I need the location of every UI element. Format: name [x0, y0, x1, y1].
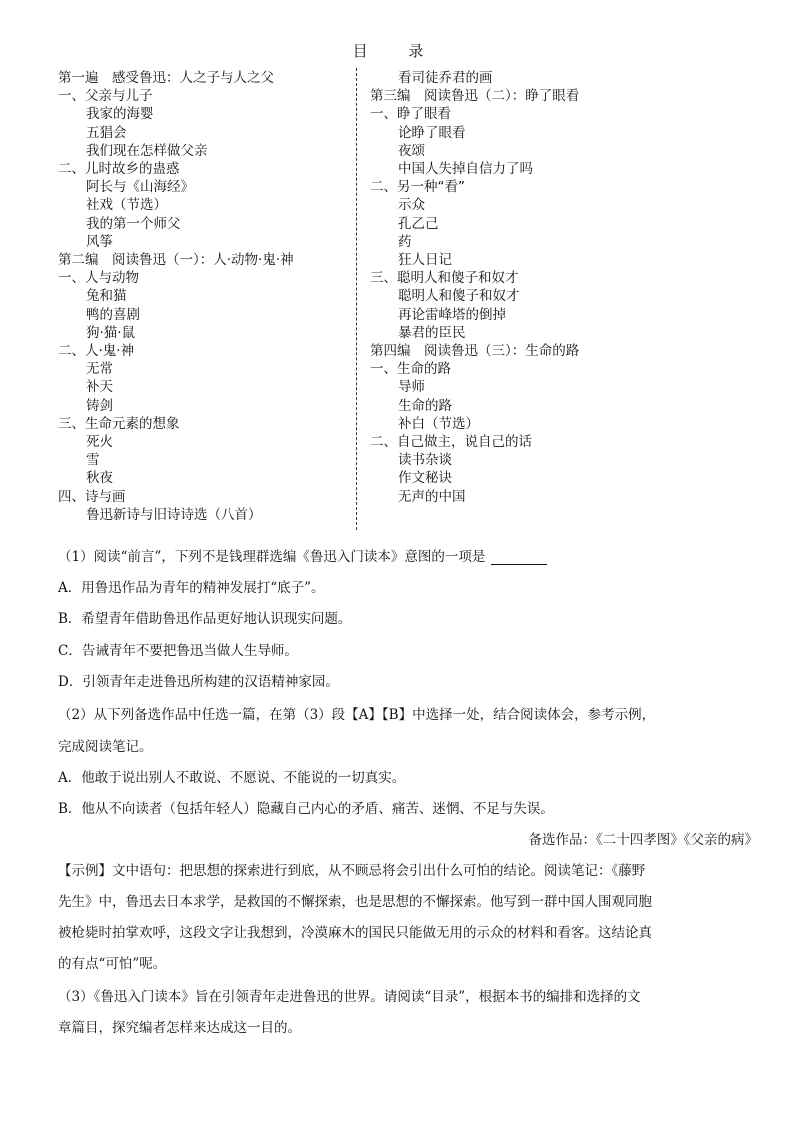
toc-entry: 铸剑 [86, 397, 113, 414]
toc-section-heading: 一、睁了眼看 [370, 106, 451, 123]
toc-entry: 再论雷峰塔的倒掉 [398, 306, 506, 323]
toc-right-column [370, 69, 700, 506]
toc-entry: 死火 [86, 434, 113, 451]
question-2-option-a: A．他敢于说出别人不敢说、不愿说、不能说的一切真实。 [58, 770, 406, 786]
toc-entry: 我的第一个师父 [86, 215, 181, 232]
example-line-1: 【示例】文中语句：把思想的探索进行到底，从不顾忌将会引出什么可怕的结论。阅读笔记：《藤野 [58, 863, 646, 879]
toc-entry: 导师 [398, 379, 425, 396]
toc-title: 目 录 [352, 42, 442, 60]
question-1-option-c: C．告诫青年不要把鲁迅当做人生导师。 [58, 643, 298, 659]
toc-entry: 兔和猫 [86, 288, 127, 305]
toc-entry: 无常 [86, 361, 113, 378]
toc-section-heading: 二、自己做主，说自己的话 [370, 434, 532, 451]
toc-entry: 社戏（节选） [86, 197, 167, 214]
toc-entry: 狗·猫·鼠 [86, 324, 136, 341]
question-1-text: （1）阅读“前言”，下列不是钱理群选编《鲁迅入门读本》意图的一项是 [58, 549, 486, 565]
question-2-option-b: B．他从不向读者（包括年轻人）隐藏自己内心的矛盾、痛苦、迷惘、不足与失误。 [58, 801, 554, 817]
toc-entry: 中国人失掉自信力了吗 [398, 161, 533, 178]
column-divider [356, 68, 357, 530]
toc-entry: 聪明人和傻子和奴才 [398, 288, 520, 305]
toc-entry: 狂人日记 [398, 252, 452, 269]
toc-entry: 暴君的臣民 [398, 324, 466, 341]
toc-entry: 阿长与《山海经》 [86, 179, 194, 196]
toc-entry: 示众 [398, 197, 425, 214]
question-3-line1: （3）《鲁迅入门读本》旨在引领青年走进鲁迅的世界。请阅读“目录”，根据本书的编排和选择的文 [58, 989, 641, 1005]
toc-section-heading: 二、人·鬼·神 [58, 343, 135, 360]
toc-section-heading: 四、诗与画 [58, 488, 126, 505]
toc-entry: 孔乙己 [398, 215, 439, 232]
toc-part-heading: 第二编 阅读鲁迅（一）：人·动物·鬼·神 [58, 252, 294, 269]
example-line-2: 先生》中，鲁迅去日本求学，是救国的不懈探索，也是思想的不懈探索。他写到一群中国人围观同胞 [58, 894, 652, 910]
toc-part-heading: 第四编 阅读鲁迅（三）：生命的路 [370, 343, 580, 360]
question-1-option-b: B．希望青年借助鲁迅作品更好地认识现实问题。 [58, 611, 352, 627]
example-line-3: 被枪毙时拍掌欢呼，这段文字让我想到，冷漠麻木的国民只能做无用的示众的材料和看客。这结论真 [58, 925, 652, 941]
question-1-option-d: D．引领青年走进鲁迅所构建的汉语精神家园。 [58, 674, 339, 690]
question-1-stem [58, 545, 547, 565]
toc-section-heading: 一、人与动物 [58, 270, 139, 287]
question-2-stem-line1: （2）从下列备选作品中任选一篇，在第（3）段【A】【B】中选择一处，结合阅读体会，参考示例， [58, 707, 656, 723]
toc-entry: 补天 [86, 379, 113, 396]
example-line-4: 的有点“可怕”呢。 [58, 956, 167, 972]
toc-section-heading: 三、聪明人和傻子和奴才 [370, 270, 519, 287]
toc-part-heading: 第三编 阅读鲁迅（二）：睁了眼看 [370, 88, 580, 105]
toc-entry: 生命的路 [398, 397, 452, 414]
toc-section-heading: 一、父亲与儿子 [58, 88, 153, 105]
question-3-line2: 章篇目，探究编者怎样来达成这一目的。 [58, 1020, 301, 1036]
candidate-works: 备选作品：《二十四孝图》《父亲的病》 [528, 832, 758, 848]
toc-part-heading: 第一遍 感受鲁迅：人之子与人之父 [58, 70, 274, 86]
toc-entry: 看司徒乔君的画 [398, 70, 493, 86]
toc-left-column [58, 69, 353, 524]
toc-entry: 我们现在怎样做父亲 [86, 142, 208, 159]
toc-entry: 读书杂谈 [398, 452, 452, 469]
toc-entry: 补白（节选） [398, 415, 479, 432]
toc-entry: 论睁了眼看 [398, 124, 466, 141]
toc-section-heading: 二、另一种“看” [370, 179, 465, 196]
toc-entry: 鲁迅新诗与旧诗诗选（八首） [86, 506, 262, 523]
question-1-option-a: A．用鲁迅作品为青年的精神发展打“底子”。 [58, 580, 325, 596]
toc-entry: 无声的中国 [398, 488, 466, 505]
toc-entry: 秋夜 [86, 470, 113, 487]
toc-entry: 作文秘诀 [398, 470, 452, 487]
toc-entry: 风筝 [86, 233, 113, 250]
toc-entry: 雪 [86, 452, 100, 469]
toc-entry: 五猖会 [86, 124, 127, 141]
question-2-stem-line2: 完成阅读笔记。 [58, 739, 153, 755]
toc-entry: 药 [398, 233, 412, 250]
toc-section-heading: 一、生命的路 [370, 361, 451, 378]
toc-entry: 夜颂 [398, 142, 425, 159]
toc-entry: 鸭的喜剧 [86, 306, 140, 323]
toc-section-heading: 三、生命元素的想象 [58, 415, 180, 432]
toc-entry: 我家的海婴 [86, 106, 154, 123]
answer-blank[interactable] [491, 550, 547, 565]
toc-section-heading: 二、儿时故乡的蛊惑 [58, 161, 180, 178]
